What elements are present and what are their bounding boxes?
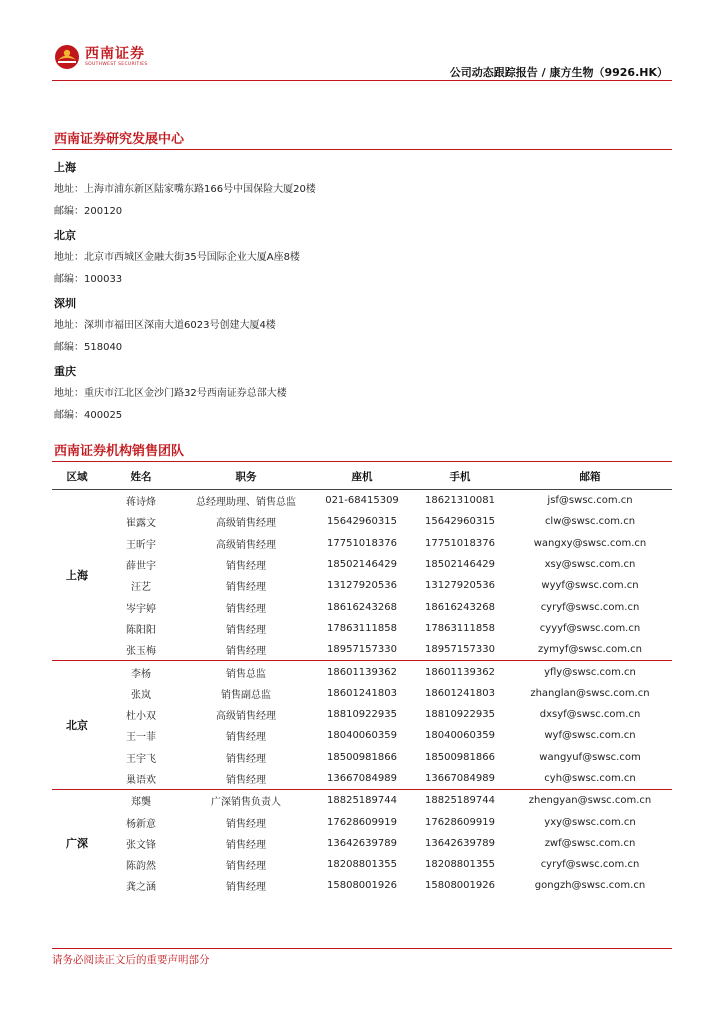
title-cell: 销售经理	[226, 582, 266, 594]
mobile-cell: 13667084989	[425, 773, 495, 784]
email-cell: xsy@swsc.com.cn	[544, 559, 636, 571]
column-header-email: 邮箱	[508, 464, 672, 490]
region-cell: 广深	[52, 790, 102, 897]
office-postal-beijing: 邮编：100033	[54, 274, 123, 285]
landline-cell: 18601139362	[312, 661, 412, 683]
table-row	[52, 683, 672, 704]
email-cell: cyh@swsc.com.cn	[544, 773, 636, 784]
name-cell: 郑龑	[102, 790, 180, 812]
table-row	[52, 790, 672, 812]
table-row	[52, 875, 672, 896]
column-header-landline: 座机	[312, 464, 412, 490]
name-cell: 杜小双	[126, 711, 156, 723]
name-cell: 陈阳阳	[126, 624, 156, 636]
email-cell: wyf@swsc.com.cn	[544, 730, 636, 742]
email-cell: cyyyf@swsc.com.cn	[539, 622, 641, 634]
title-cell: 销售经理	[226, 624, 266, 636]
office-address-shanghai: 地址：上海市浦东新区陆家嘴东路166号中国保险大厦20楼	[54, 184, 316, 195]
mobile-cell: 13127920536	[425, 580, 495, 592]
title-cell: 高级销售经理	[216, 711, 276, 723]
landline-cell: 18601241803	[327, 687, 397, 699]
landline-cell: 18825189744	[312, 790, 412, 812]
region-cell: 北京	[52, 661, 102, 790]
title-cell: 销售副总监	[221, 689, 271, 701]
office-postal-shenzhen: 邮编：518040	[54, 342, 123, 353]
email-cell: dxsyf@swsc.com.cn	[539, 709, 641, 721]
mobile-cell: 17628609919	[425, 816, 495, 828]
name-cell: 杨新意	[126, 818, 156, 830]
mobile-cell: 17863111858	[425, 622, 495, 634]
title-cell: 销售经理	[226, 561, 266, 573]
table-row	[52, 554, 672, 575]
email-cell: cyryf@swsc.com.cn	[540, 859, 640, 871]
title-cell: 销售经理	[226, 775, 266, 786]
landline-cell: 18502146429	[327, 559, 397, 571]
mobile-cell: 18616243268	[425, 601, 495, 613]
column-header-title: 职务	[180, 464, 312, 490]
research-center-title: 西南证券研究发展中心	[54, 132, 185, 147]
title-cell: 高级销售经理	[216, 539, 276, 551]
landline-cell: 18810922935	[327, 709, 397, 721]
office-postal-chongqing: 邮编：400025	[54, 410, 123, 421]
mobile-cell: 18601241803	[425, 687, 495, 699]
column-header-mobile: 手机	[412, 464, 508, 490]
title-cell: 销售经理	[226, 818, 266, 830]
landline-cell: 17628609919	[327, 816, 397, 828]
table-row	[52, 575, 672, 596]
mobile-cell: 18810922935	[425, 709, 495, 721]
name-cell: 王宇飞	[126, 753, 156, 765]
company-logo	[54, 44, 148, 70]
landline-cell: 021-68415309	[325, 495, 399, 507]
table-row	[52, 490, 672, 512]
title-cell: 销售经理	[226, 732, 266, 744]
table-row	[52, 747, 672, 768]
mobile-cell: 13642639789	[425, 837, 495, 849]
logo-chinese-name: 西南证券	[85, 46, 145, 62]
email-cell: wangxy@swsc.com.cn	[533, 537, 647, 549]
email-cell: jsf@swsc.com.cn	[547, 495, 633, 507]
email-cell: cyryf@swsc.com.cn	[540, 601, 640, 613]
name-cell: 王一菲	[126, 732, 156, 744]
name-cell: 汪艺	[131, 582, 151, 594]
mobile-cell: 18208801355	[425, 859, 495, 871]
sales-team-title: 西南证券机构销售团队	[54, 444, 185, 459]
mobile-cell: 15642960315	[425, 516, 495, 528]
landline-cell: 13127920536	[327, 580, 397, 592]
office-address-beijing: 地址：北京市西城区金融大街35号国际企业大厦A座8楼	[54, 252, 300, 263]
title-cell: 销售经理	[226, 882, 266, 894]
table-row	[52, 596, 672, 617]
mobile-cell: 18621310081	[425, 495, 495, 507]
email-cell: wangyuf@swsc.com	[539, 751, 641, 763]
landline-cell: 18040060359	[327, 730, 397, 742]
landline-cell: 18500981866	[327, 751, 397, 763]
title-cell: 广深销售负责人	[180, 790, 312, 812]
email-cell: wyyf@swsc.com.cn	[541, 580, 639, 592]
name-cell: 陈韵然	[126, 861, 156, 873]
mobile-cell: 18825189744	[412, 790, 508, 812]
name-cell: 李杨	[102, 661, 180, 683]
email-cell: zhengyan@swsc.com.cn	[508, 790, 672, 812]
table-row	[52, 854, 672, 875]
email-cell: zwf@swsc.com.cn	[544, 837, 636, 849]
column-header-region: 区域	[52, 464, 102, 490]
landline-cell: 13667084989	[327, 773, 397, 784]
column-header-name: 姓名	[102, 464, 180, 490]
table-row	[52, 833, 672, 854]
table-row	[52, 704, 672, 725]
name-cell: 张岚	[131, 689, 151, 701]
table-row	[52, 511, 672, 532]
office-city-shanghai: 上海	[54, 161, 76, 174]
footer-disclaimer: 请务必阅读正文后的重要声明部分	[52, 954, 210, 966]
landline-cell: 15642960315	[327, 516, 397, 528]
title-cell: 销售经理	[226, 646, 266, 658]
office-address-shenzhen: 地址：深圳市福田区深南大道6023号创建大厦4楼	[54, 320, 276, 331]
research-center-divider	[52, 149, 672, 150]
landline-cell: 18208801355	[327, 859, 397, 871]
name-cell: 薛世宇	[126, 561, 156, 573]
office-city-shenzhen: 深圳	[54, 297, 76, 310]
landline-cell: 13642639789	[327, 837, 397, 849]
title-cell: 销售经理	[226, 603, 266, 615]
office-address-chongqing: 地址：重庆市江北区金沙门路32号西南证券总部大楼	[54, 388, 287, 399]
office-city-chongqing: 重庆	[54, 365, 76, 378]
name-cell: 蒋诗烽	[126, 497, 156, 509]
table-row	[52, 768, 672, 790]
email-cell: yxy@swsc.com.cn	[544, 816, 636, 828]
landline-cell: 15808001926	[327, 880, 397, 892]
title-cell: 销售总监	[180, 661, 312, 683]
sales-team-table	[52, 464, 672, 897]
logo-sun-icon	[54, 44, 80, 70]
mobile-cell: 17751018376	[425, 537, 495, 549]
mobile-cell: 18601139362	[412, 661, 508, 683]
name-cell: 崔露文	[126, 518, 156, 530]
title-cell: 销售经理	[226, 753, 266, 765]
sales-team-divider	[52, 461, 672, 462]
office-postal-shanghai: 邮编：200120	[54, 206, 123, 217]
title-cell: 高级销售经理	[216, 518, 276, 530]
office-city-beijing: 北京	[54, 229, 76, 242]
name-cell: 王昕宇	[126, 539, 156, 551]
title-cell: 总经理助理、销售总监	[196, 497, 296, 509]
report-header-title: 公司动态跟踪报告 / 康方生物（9926.HK）	[449, 66, 668, 79]
name-cell: 张玉梅	[126, 646, 156, 658]
mobile-cell: 15808001926	[425, 880, 495, 892]
logo-english-name: SOUTHWEST SECURITIES	[85, 62, 148, 67]
mobile-cell: 18957157330	[425, 644, 495, 656]
title-cell: 销售经理	[226, 839, 266, 851]
table-row	[52, 639, 672, 661]
landline-cell: 17863111858	[327, 622, 397, 634]
email-cell: zhanglan@swsc.com.cn	[530, 687, 650, 699]
landline-cell: 17751018376	[327, 537, 397, 549]
table-row	[52, 618, 672, 639]
table-row	[52, 533, 672, 554]
name-cell: 张文锋	[126, 839, 156, 851]
title-cell: 销售经理	[226, 861, 266, 873]
header-divider	[52, 80, 672, 81]
table-row	[52, 725, 672, 746]
footer-divider	[52, 948, 672, 949]
name-cell: 龚之涵	[126, 882, 156, 894]
table-row	[52, 661, 672, 683]
landline-cell: 18957157330	[327, 644, 397, 656]
landline-cell: 18616243268	[327, 601, 397, 613]
mobile-cell: 18040060359	[425, 730, 495, 742]
table-row	[52, 811, 672, 832]
name-cell: 岑宇婷	[126, 603, 156, 615]
region-cell: 上海	[66, 569, 88, 583]
email-cell: gongzh@swsc.com.cn	[534, 880, 646, 892]
email-cell: yfly@swsc.com.cn	[508, 661, 672, 683]
mobile-cell: 18502146429	[425, 559, 495, 571]
email-cell: zymyf@swsc.com.cn	[538, 644, 642, 656]
table-header-row	[52, 464, 672, 490]
name-cell: 巢语欢	[126, 775, 156, 786]
mobile-cell: 18500981866	[425, 751, 495, 763]
sales-team-table-body	[52, 490, 672, 897]
email-cell: clw@swsc.com.cn	[544, 516, 636, 528]
